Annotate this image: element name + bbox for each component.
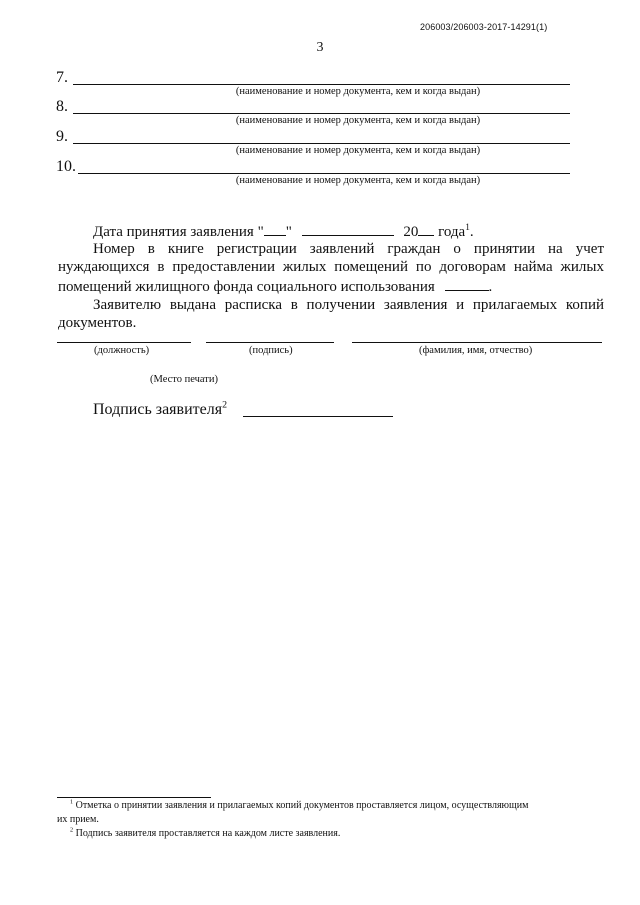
applicant-signature-text: Подпись заявителя <box>93 401 223 418</box>
date-quote: " <box>285 224 292 240</box>
position-caption: (должность) <box>94 345 150 356</box>
registration-end: . <box>488 279 493 295</box>
receipt-line <box>58 296 604 314</box>
receipt-text: документов. <box>58 315 137 331</box>
footnote-mark: 2 <box>70 826 74 834</box>
date-year-blank <box>418 221 434 236</box>
position-line <box>57 342 191 343</box>
applicant-signature-label <box>93 401 227 419</box>
registration-text: Номер в книге регистрации заявлений граждан о принятии на учет <box>93 241 604 257</box>
receipt-line <box>58 314 604 332</box>
document-entry-line <box>73 143 570 144</box>
document-entry-caption: (наименование и номер документа, кем и когда выдан) <box>235 145 481 156</box>
registration-text: нуждающихся в предоставлении жилых помещений по договорам найма жилых <box>58 259 604 275</box>
footnotes <box>57 799 603 841</box>
document-id: 206003/206003-2017-14291(1) <box>420 22 548 32</box>
registration-block <box>58 240 604 332</box>
signature-line <box>206 342 334 343</box>
date-label: Дата принятия заявления " <box>93 224 264 240</box>
document-entry <box>56 98 570 128</box>
document-entry-line <box>73 84 570 85</box>
document-entry-line <box>78 173 570 174</box>
date-year-prefix: 20 <box>403 224 419 240</box>
registration-line <box>58 258 604 276</box>
full-name-line <box>352 342 602 343</box>
footnote-text: их прием. <box>57 814 99 825</box>
date-end: . <box>469 224 474 240</box>
receipt-text: Заявителю выдана расписка в получении заявления и прилагаемых копий <box>93 297 604 313</box>
footnote-2 <box>57 827 603 841</box>
footnote-ref: 1 <box>465 223 470 233</box>
registration-line <box>58 276 604 296</box>
document-entry-caption: (наименование и номер документа, кем и когда выдан) <box>235 86 481 97</box>
date-month-blank <box>302 221 394 236</box>
applicant-signature-line <box>243 416 393 417</box>
document-entry-number: 7. <box>56 69 68 86</box>
footnote-separator <box>57 797 211 798</box>
signature-caption: (подпись) <box>249 345 293 356</box>
footnote-ref: 2 <box>222 399 228 411</box>
full-name-caption: (фамилия, имя, отчество) <box>419 345 533 356</box>
footnote-mark: 1 <box>70 798 74 806</box>
application-date-line <box>93 221 474 241</box>
footnote-1 <box>57 799 603 813</box>
document-entry <box>56 128 570 158</box>
stamp-place: (Место печати) <box>150 374 218 385</box>
document-entry-number: 8. <box>56 98 68 115</box>
footnote-text: Отметка о принятии заявления и прилагаемых копий документов проставляется лицом, осуществляющим <box>73 800 529 811</box>
footnote-text: Подпись заявителя проставляется на каждом листе заявления. <box>73 828 341 839</box>
document-entry-caption: (наименование и номер документа, кем и когда выдан) <box>235 175 481 186</box>
date-day-blank <box>264 221 286 236</box>
registration-line <box>58 240 604 258</box>
registration-number-blank <box>445 276 489 291</box>
footnote-1-continued <box>57 813 603 827</box>
document-entry <box>56 158 570 188</box>
document-entry-number: 10. <box>56 158 76 175</box>
document-entry-number: 9. <box>56 128 68 145</box>
registration-text: помещений жилищного фонда социального использования <box>58 279 435 295</box>
document-entry-line <box>73 113 570 114</box>
document-entry <box>56 69 570 99</box>
date-suffix: года <box>434 224 466 240</box>
page-number: 3 <box>316 40 324 55</box>
document-entry-caption: (наименование и номер документа, кем и когда выдан) <box>235 115 481 126</box>
